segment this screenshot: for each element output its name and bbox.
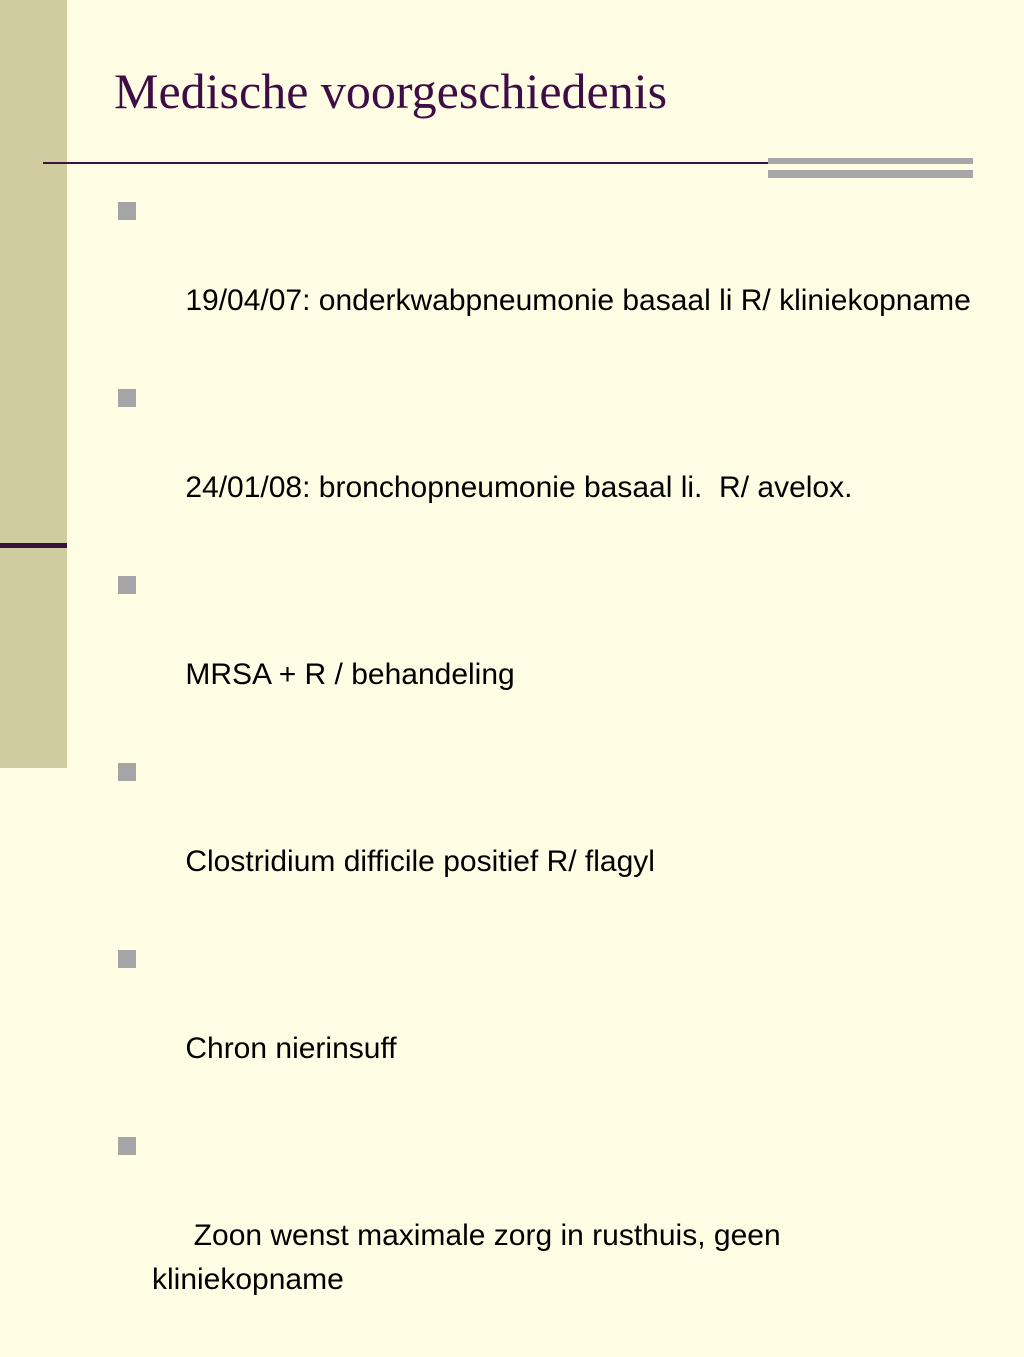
square-bullet-icon bbox=[118, 950, 136, 968]
bullet-text: Chron nierinsuff bbox=[185, 1032, 397, 1065]
square-bullet-icon bbox=[118, 389, 136, 407]
bullet-item bbox=[114, 939, 974, 1115]
square-bullet-icon bbox=[118, 763, 136, 781]
accent-bars bbox=[768, 158, 973, 179]
bullet-item bbox=[114, 565, 974, 741]
square-bullet-icon bbox=[118, 1137, 136, 1155]
left-accent-line bbox=[0, 543, 67, 548]
square-bullet-icon bbox=[118, 576, 136, 594]
bullet-text: 19/04/07: onderkwabpneumonie basaal li R/ kliniekopname bbox=[185, 284, 971, 317]
accent-bar-bottom bbox=[768, 170, 973, 178]
bullet-item bbox=[114, 378, 974, 554]
bullet-item bbox=[114, 1126, 974, 1346]
left-decorative-band bbox=[0, 0, 67, 768]
bullet-text: MRSA + R / behandeling bbox=[185, 658, 515, 691]
square-bullet-icon bbox=[118, 202, 136, 220]
bullet-text: Zoon wenst maximale zorg in rusthuis, geen kliniekopname bbox=[152, 1219, 789, 1296]
bullet-item bbox=[114, 752, 974, 928]
bullet-item bbox=[114, 191, 974, 367]
accent-bar-top bbox=[768, 158, 973, 164]
slide-title: Medische voorgeschiedenis bbox=[114, 63, 668, 119]
title-underline bbox=[43, 162, 768, 164]
bullet-text: 24/01/08: bronchopneumonie basaal li. R/ avelox. bbox=[185, 471, 853, 504]
bullet-text: Clostridium difficile positief R/ flagyl bbox=[185, 845, 655, 878]
bullet-list bbox=[114, 191, 974, 1357]
